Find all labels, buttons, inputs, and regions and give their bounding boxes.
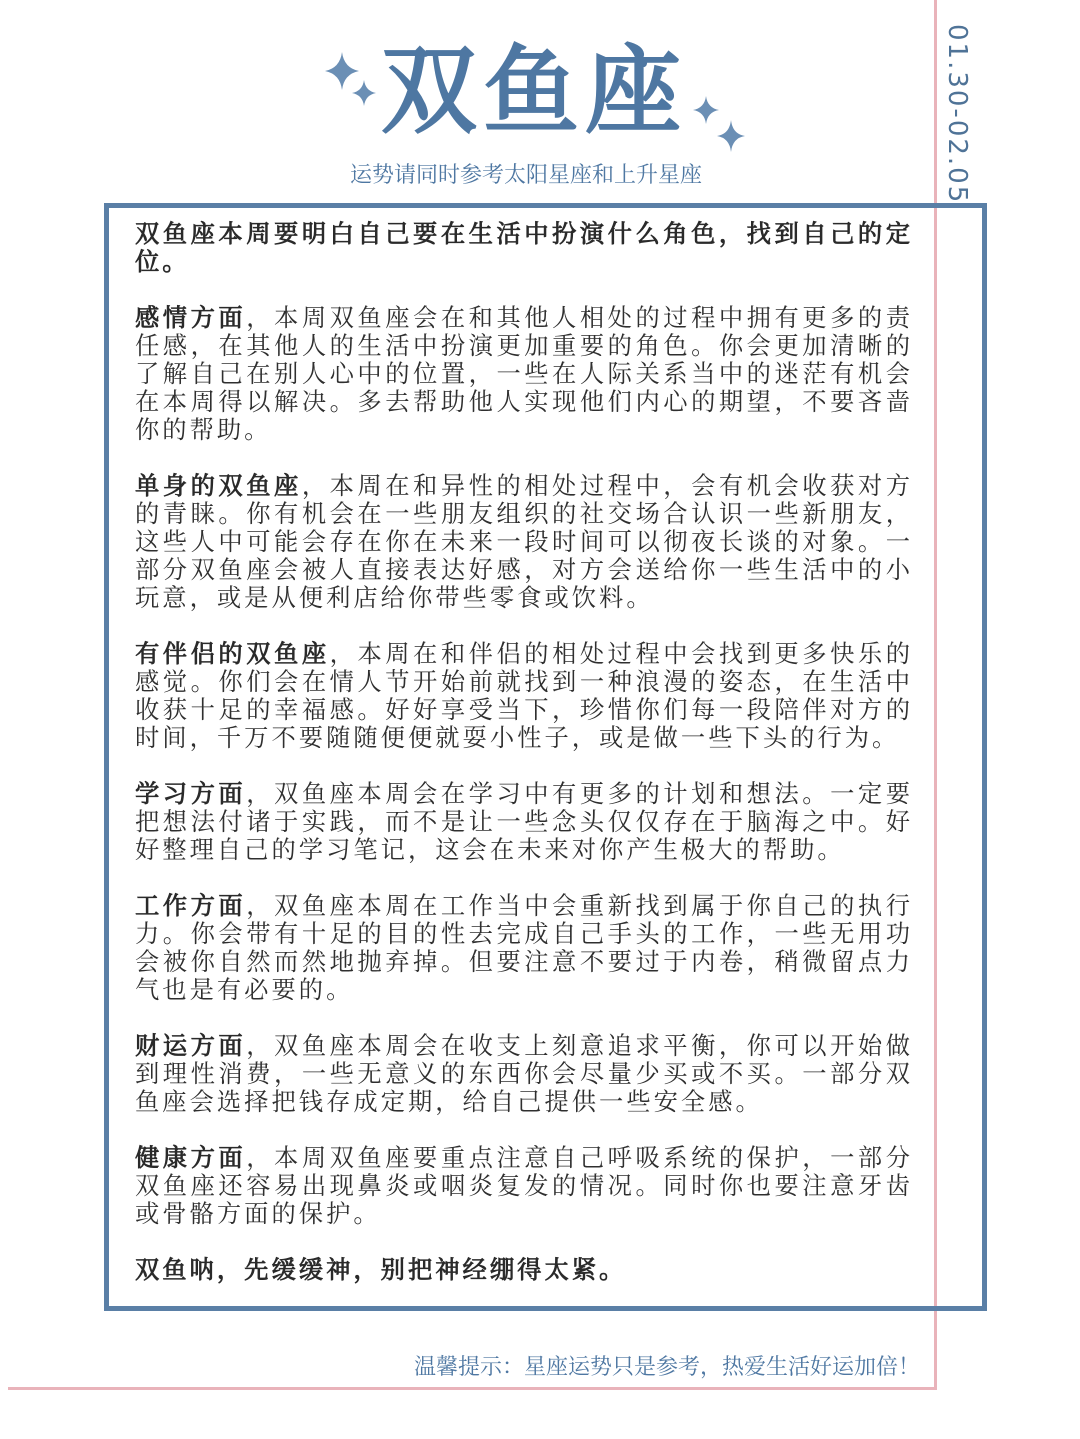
section-paragraph — [135, 472, 913, 612]
section-heading: 感情方面 — [135, 303, 247, 332]
closing-paragraph — [135, 1256, 913, 1284]
closing-text: 双鱼呐，先缓缓神，别把神经绷得太紧。 — [135, 1255, 627, 1284]
section-heading: 健康方面 — [135, 1143, 247, 1172]
section-paragraph — [135, 780, 913, 864]
footer-tip: 温馨提示：星座运势只是参考，热爱生活好运加倍！ — [413, 1355, 920, 1380]
section-text: ，双鱼座本周会在学习中有更多的计划和想法。一定要把想法付诸于实践，而不是让一些念头仅仅存在于脑海之中。好好整理自己的学习笔记，这会在未来对你产生极大的帮助。 — [135, 779, 914, 864]
section-heading: 工作方面 — [135, 891, 247, 920]
section-paragraph — [135, 640, 913, 752]
section-paragraph — [135, 1032, 913, 1116]
article-body — [135, 220, 913, 1312]
section-paragraph — [135, 1144, 913, 1228]
intro-paragraph — [135, 220, 913, 276]
section-heading: 学习方面 — [135, 779, 247, 808]
section-text: ，本周双鱼座会在和其他人相处的过程中拥有更多的责任感，在其他人的生活中扮演更加重要的角色。你会更加清晰的了解自己在别人心中的位置，一些在人际关系当中的迷茫有机会在本周得以解决。多去帮助他人实现他们内心的期望，不要吝啬你的帮助。 — [135, 303, 914, 444]
section-text: ，本周双鱼座要重点注意自己呼吸系统的保护，一部分双鱼座还容易出现鼻炎或咽炎复发的情况。同时你也要注意牙齿或骨骼方面的保护。 — [135, 1143, 914, 1228]
pink-horizontal-line — [8, 1387, 937, 1390]
section-text: ，双鱼座本周在工作当中会重新找到属于你自己的执行力。你会带有十足的目的性去完成自己手头的工作，一些无用功会被你自然而然地抛弃掉。但要注意不要过于内卷，稍微留点力气也是有必要的。 — [135, 891, 914, 1004]
section-heading: 财运方面 — [135, 1031, 247, 1060]
section-text: ，双鱼座本周会在收支上刻意追求平衡，你可以开始做到理性消费，一些无意义的东西你会尽量少买或不买。一部分双鱼座会选择把钱存成定期，给自己提供一些安全感。 — [135, 1031, 914, 1116]
section-text: ，本周在和异性的相处过程中，会有机会收获对方的青睐。你有机会在一些朋友组织的社交场合认识一些新朋友，这些人中可能会存在你在未来一段时间可以彻夜长谈的对象。一部分双鱼座会被人直接表达好感，对方会送给你一些生活中的小玩意，或是从便利店给你带些零食或饮料。 — [135, 471, 914, 612]
section-text: ，本周在和伴侣的相处过程中会找到更多快乐的感觉。你们会在情人节开始前就找到一种浪漫的姿态，在生活中收获十足的幸福感。好好享受当下，珍惜你们每一段陪伴对方的时间，千万不要随随便便就耍小性子，或是做一些下头的行为。 — [135, 639, 914, 752]
section-heading: 有伴侣的双鱼座 — [135, 639, 330, 668]
page-subtitle: 运势请同时参考太阳星座和上升星座 — [349, 163, 702, 188]
page-title: 双鱼座 — [381, 35, 687, 147]
section-paragraph — [135, 892, 913, 1004]
intro-text: 双鱼座本周要明白自己要在生活中扮演什么角色，找到自己的定位。 — [135, 219, 913, 276]
date-range: 01.30-02.05 — [942, 24, 972, 205]
section-heading: 单身的双鱼座 — [135, 471, 302, 500]
section-paragraph — [135, 304, 913, 444]
